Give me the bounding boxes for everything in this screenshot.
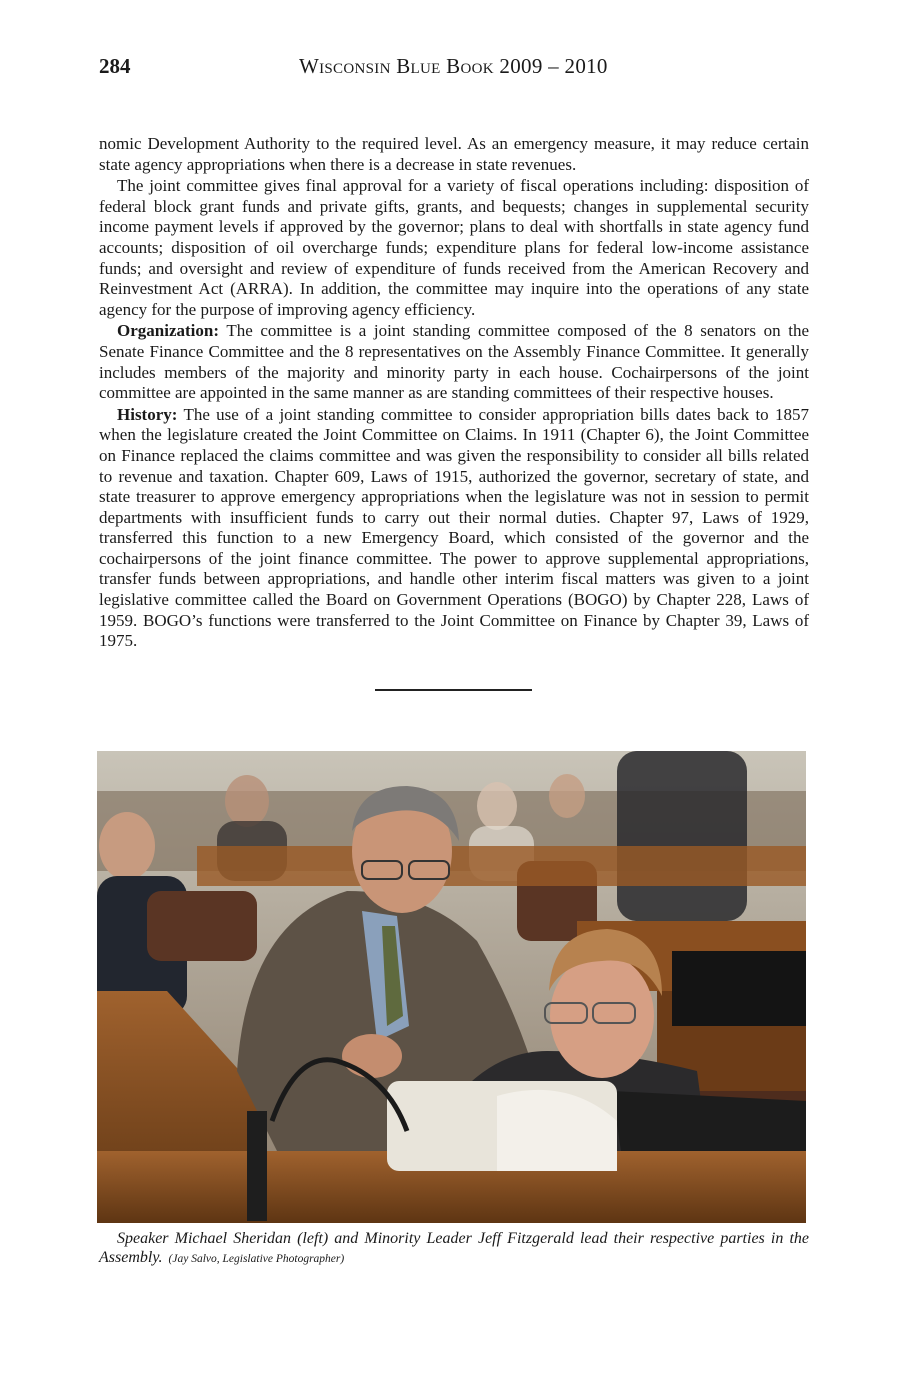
photo-illustration bbox=[97, 751, 806, 1223]
caption-description: Speaker Michael Sheridan (left) and Minority Leader Jeff Fitzgerald lead their respective parties in the Assembly. bbox=[99, 1230, 809, 1266]
running-title: Wisconsin Blue Book 2009 – 2010 bbox=[299, 54, 608, 78]
page-header bbox=[99, 54, 809, 82]
body-text bbox=[99, 134, 809, 653]
photo-credit: (Jay Salvo, Legislative Photographer) bbox=[168, 1253, 345, 1265]
photo-caption bbox=[99, 1229, 809, 1269]
organization-text: The committee is a joint standing committee composed of the 8 senators on the Senate Finance Committee and the 8 representatives on the Assembly Finance Committee. It generally includes members of the majority and minority party in each house. Cochairpersons of the joint committee are appointed in the same manner as are standing committees of their respective houses. bbox=[99, 321, 809, 403]
paragraph-organization bbox=[99, 321, 809, 403]
assembly-photo bbox=[97, 751, 806, 1223]
paragraph-continuation: nomic Development Authority to the required level. As an emergency measure, it may reduce certain state agency appropriations when there is a decrease in state revenues. bbox=[99, 134, 809, 174]
history-text: The use of a joint standing committee to consider appropriation bills dates back to 1857 when the legislature created the Joint Committee on Claims. In 1911 (Chapter 6), the Joint Committee on Finance replaced the claims committee and was given the responsibility to consider all bills related to revenue and taxation. Chapter 609, Laws of 1915, authorized the governor, secretary of state, and state treasurer to approve emergency appropriations when the legislature was not in session to permit departments with insufficient funds to carry out their normal duties. Chapter 97, Laws of 1929, transferred this function to a new Emergency Board, which consisted of the governor and the cochairpersons of the joint finance committee. The power to approve supplemental appropriations, transfer funds between appropriations, and handle other interim fiscal matters was given to a joint legislative committee called the Board on Government Operations (BOGO) by Chapter 228, Laws of 1959. BOGO’s functions were transferred to the Joint Committee on Finance by Chapter 39, Laws of 1975. bbox=[99, 404, 809, 651]
caption-text bbox=[99, 1229, 809, 1269]
history-heading: History: bbox=[117, 404, 178, 424]
section-divider bbox=[375, 689, 532, 691]
organization-heading: Organization: bbox=[117, 321, 219, 341]
paragraph-fiscal-operations: The joint committee gives final approval for a variety of fiscal operations including: disposition of federal block grant funds and private gifts, grants, and bequests; changes in supplemental security income payment levels if approved by the governor; plans to deal with shortfalls in state agency fund accounts; disposition of oil overcharge funds; expenditure plans for federal low-income assistance funds; and oversight and review of expenditure of funds received from the American Recovery and Reinvestment Act (ARRA). In addition, the committee may inquire into the operations of any state agency for the purpose of improving agency efficiency. bbox=[99, 176, 809, 319]
page-number: 284 bbox=[99, 54, 131, 78]
paragraph-history bbox=[99, 405, 809, 652]
